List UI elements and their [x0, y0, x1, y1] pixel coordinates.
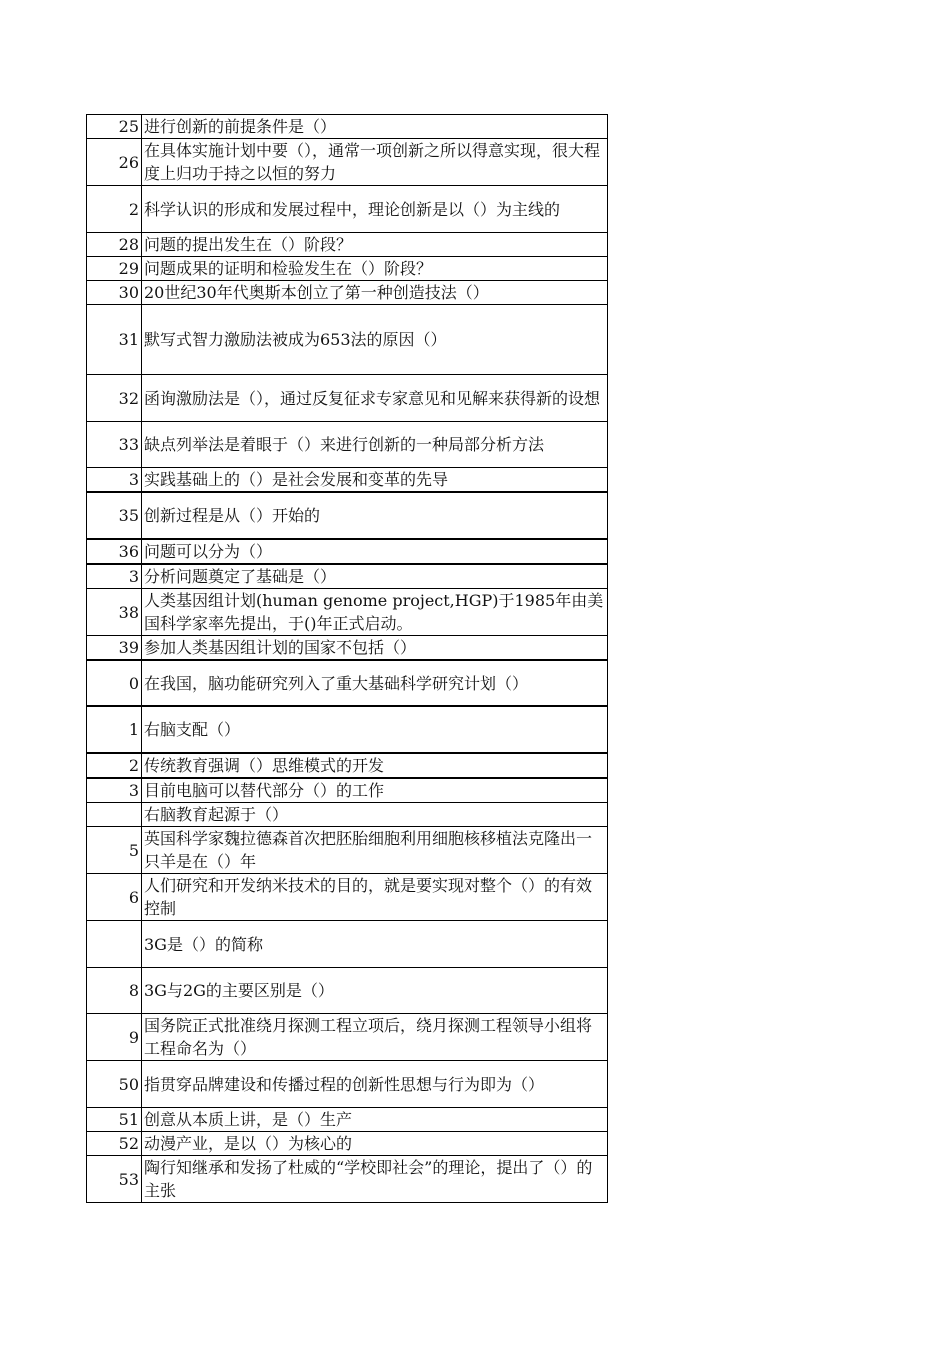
table-row: [87, 660, 608, 706]
question-number-cell[interactable]: 3: [87, 778, 142, 803]
question-text-cell[interactable]: 在具体实施计划中要（），通常一项创新之所以得意实现，很大程度上归功于持之以恒的努力: [142, 139, 608, 186]
table-row: [87, 115, 608, 139]
question-text-cell[interactable]: 在我国，脑功能研究列入了重大基础科学研究计划（）: [142, 660, 608, 706]
question-text-cell[interactable]: 问题成果的证明和检验发生在（）阶段？: [142, 257, 608, 281]
question-text-cell[interactable]: 缺点列举法是着眼于（）来进行创新的一种局部分析方法: [142, 422, 608, 468]
question-text-cell[interactable]: 3G是（）的简称: [142, 921, 608, 968]
table-row: [87, 803, 608, 827]
question-number-cell[interactable]: 52: [87, 1132, 142, 1156]
question-number-cell[interactable]: 31: [87, 305, 142, 375]
question-number-cell[interactable]: 1: [87, 706, 142, 753]
table-row: [87, 1014, 608, 1061]
question-text-cell[interactable]: 20世纪30年代奥斯本创立了第一种创造技法（）: [142, 281, 608, 305]
table-row: [87, 139, 608, 186]
question-text-cell[interactable]: 科学认识的形成和发展过程中，理论创新是以（）为主线的: [142, 186, 608, 233]
table-row: [87, 305, 608, 375]
question-text-cell[interactable]: 创意从本质上讲，是（）生产: [142, 1108, 608, 1132]
question-number-cell[interactable]: 29: [87, 257, 142, 281]
table-row: [87, 281, 608, 305]
question-number-cell[interactable]: 28: [87, 233, 142, 257]
table-row: [87, 375, 608, 422]
question-number-cell[interactable]: 2: [87, 753, 142, 778]
question-text-cell[interactable]: 创新过程是从（）开始的: [142, 492, 608, 539]
question-table-body: [87, 115, 608, 1203]
question-text-cell[interactable]: 问题可以分为（）: [142, 539, 608, 564]
question-number-cell[interactable]: [87, 803, 142, 827]
table-row: [87, 636, 608, 661]
table-row: [87, 468, 608, 493]
question-number-cell[interactable]: 50: [87, 1061, 142, 1108]
question-number-cell[interactable]: 6: [87, 874, 142, 921]
question-text-cell[interactable]: 进行创新的前提条件是（）: [142, 115, 608, 139]
question-number-cell[interactable]: 39: [87, 636, 142, 661]
question-text-cell[interactable]: 国务院正式批准绕月探测工程立项后，绕月探测工程领导小组将工程命名为（）: [142, 1014, 608, 1061]
question-number-cell[interactable]: 35: [87, 492, 142, 539]
question-number-cell[interactable]: [87, 921, 142, 968]
question-number-cell[interactable]: 0: [87, 660, 142, 706]
table-row: [87, 492, 608, 539]
question-table: [86, 114, 608, 1203]
question-number-cell[interactable]: 2: [87, 186, 142, 233]
question-text-cell[interactable]: 传统教育强调（）思维模式的开发: [142, 753, 608, 778]
question-text-cell[interactable]: 人们研究和开发纳米技术的目的，就是要实现对整个（）的有效控制: [142, 874, 608, 921]
question-text-cell[interactable]: 分析问题奠定了基础是（）: [142, 564, 608, 589]
table-row: [87, 778, 608, 803]
table-row: [87, 1061, 608, 1108]
question-number-cell[interactable]: 30: [87, 281, 142, 305]
table-row: [87, 874, 608, 921]
question-number-cell[interactable]: 3: [87, 564, 142, 589]
question-text-cell[interactable]: 陶行知继承和发扬了杜威的“学校即社会”的理论，提出了（）的主张: [142, 1156, 608, 1203]
question-text-cell[interactable]: 3G与2G的主要区别是（）: [142, 968, 608, 1014]
table-row: [87, 539, 608, 564]
table-row: [87, 589, 608, 636]
table-row: [87, 233, 608, 257]
table-row: [87, 186, 608, 233]
question-number-cell[interactable]: 26: [87, 139, 142, 186]
question-number-cell[interactable]: 25: [87, 115, 142, 139]
question-number-cell[interactable]: 8: [87, 968, 142, 1014]
question-number-cell[interactable]: 36: [87, 539, 142, 564]
question-text-cell[interactable]: 动漫产业，是以（）为核心的: [142, 1132, 608, 1156]
question-text-cell[interactable]: 默写式智力激励法被成为653法的原因（）: [142, 305, 608, 375]
table-row: [87, 564, 608, 589]
table-row: [87, 1132, 608, 1156]
table-row: [87, 706, 608, 753]
table-row: [87, 921, 608, 968]
table-row: [87, 753, 608, 778]
question-text-cell[interactable]: 指贯穿品牌建设和传播过程的创新性思想与行为即为（）: [142, 1061, 608, 1108]
question-text-cell[interactable]: 人类基因组计划(human genome project,HGP)于1985年由美国科学家率先提出，于()年正式启动。: [142, 589, 608, 636]
table-row: [87, 257, 608, 281]
table-row: [87, 422, 608, 468]
table-row: [87, 827, 608, 874]
table-row: [87, 1108, 608, 1132]
question-text-cell[interactable]: 目前电脑可以替代部分（）的工作: [142, 778, 608, 803]
question-number-cell[interactable]: 51: [87, 1108, 142, 1132]
table-row: [87, 968, 608, 1014]
question-text-cell[interactable]: 函询激励法是（），通过反复征求专家意见和见解来获得新的设想: [142, 375, 608, 422]
question-text-cell[interactable]: 参加人类基因组计划的国家不包括（）: [142, 636, 608, 661]
question-text-cell[interactable]: 英国科学家魏拉德森首次把胚胎细胞利用细胞核移植法克隆出一只羊是在（）年: [142, 827, 608, 874]
question-text-cell[interactable]: 右脑支配（）: [142, 706, 608, 753]
question-text-cell[interactable]: 实践基础上的（）是社会发展和变革的先导: [142, 468, 608, 493]
question-number-cell[interactable]: 38: [87, 589, 142, 636]
question-text-cell[interactable]: 问题的提出发生在（）阶段？: [142, 233, 608, 257]
table-row: [87, 1156, 608, 1203]
question-number-cell[interactable]: 33: [87, 422, 142, 468]
question-number-cell[interactable]: 32: [87, 375, 142, 422]
question-text-cell[interactable]: 右脑教育起源于（）: [142, 803, 608, 827]
question-number-cell[interactable]: 53: [87, 1156, 142, 1203]
question-number-cell[interactable]: 3: [87, 468, 142, 493]
question-number-cell[interactable]: 9: [87, 1014, 142, 1061]
question-number-cell[interactable]: 5: [87, 827, 142, 874]
